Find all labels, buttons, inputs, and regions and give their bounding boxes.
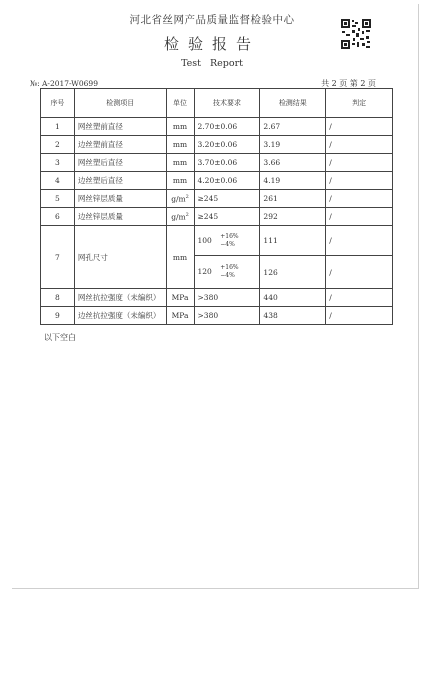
requirement: >380 — [194, 289, 260, 307]
test-item: 边丝锌层质量 — [74, 208, 166, 226]
requirement: 3.70±0.06 — [194, 154, 260, 172]
table-row — [41, 289, 393, 307]
test-item: 边丝塑前直径 — [74, 136, 166, 154]
table-row — [41, 172, 393, 190]
judgement: / — [326, 172, 393, 190]
requirement: >380 — [194, 307, 260, 325]
report-number: №: A-2017-W0699 — [30, 79, 98, 88]
row-number: 1 — [41, 118, 75, 136]
judgement: / — [326, 226, 393, 256]
test-item: 网丝塑后直径 — [74, 154, 166, 172]
row-number: 5 — [41, 190, 75, 208]
test-item: 边丝塑后直径 — [74, 172, 166, 190]
document-subtitle: Test Report — [181, 58, 243, 69]
unit — [166, 190, 194, 208]
unit-text: g/m — [171, 194, 186, 204]
tolerance-minus: −4% — [220, 272, 235, 279]
row-number: 7 — [41, 226, 75, 289]
row-number: 3 — [41, 154, 75, 172]
unit: mm — [166, 136, 194, 154]
requirement: ≥245 — [194, 208, 260, 226]
test-item: 边丝抗拉强度（未编织） — [74, 307, 166, 325]
requirement: 4.20±0.06 — [194, 172, 260, 190]
document-title: 检验报告 — [163, 35, 260, 53]
judgement: / — [326, 307, 393, 325]
result: 440 — [260, 289, 326, 307]
unit: mm — [166, 226, 194, 289]
result: 4.19 — [260, 172, 326, 190]
judgement: / — [326, 154, 393, 172]
table-row — [41, 190, 393, 208]
row-number: 9 — [41, 307, 75, 325]
table-row — [41, 226, 393, 256]
requirement — [194, 256, 260, 289]
judgement: / — [326, 256, 393, 289]
blank-below-note: 以下空白 — [44, 333, 76, 342]
requirement: 2.70±0.06 — [194, 118, 260, 136]
unit: MPa — [166, 307, 194, 325]
requirement — [194, 226, 260, 256]
requirement: 3.20±0.06 — [194, 136, 260, 154]
test-item: 网丝抗拉强度（未编织） — [74, 289, 166, 307]
result: 438 — [260, 307, 326, 325]
tolerance-minus: −4% — [220, 240, 235, 248]
table-row — [41, 136, 393, 154]
row-number: 6 — [41, 208, 75, 226]
requirement-value: 120 — [197, 267, 212, 276]
row-number: 2 — [41, 136, 75, 154]
table-row — [41, 118, 393, 136]
tolerance-plus: +16% — [220, 264, 239, 271]
judgement: / — [326, 136, 393, 154]
test-item: 网孔尺寸 — [74, 226, 166, 289]
unit-superscript: 2 — [185, 193, 189, 200]
table-header-row — [41, 89, 393, 118]
table-row — [41, 208, 393, 226]
result: 2.67 — [260, 118, 326, 136]
result: 292 — [260, 208, 326, 226]
test-results-table — [40, 88, 393, 325]
result: 111 — [260, 226, 326, 256]
header-cell: 序号 — [41, 89, 75, 118]
result: 261 — [260, 190, 326, 208]
result: 3.66 — [260, 154, 326, 172]
organization-name: 河北省丝网产品质量监督检验中心 — [129, 14, 295, 26]
test-item: 网丝锌层质量 — [74, 190, 166, 208]
table-row — [41, 154, 393, 172]
row-number: 8 — [41, 289, 75, 307]
requirement-value: 100 — [197, 235, 212, 245]
unit-superscript: 2 — [185, 211, 189, 218]
result: 3.19 — [260, 136, 326, 154]
header-cell: 检测结果 — [260, 89, 326, 118]
judgement: / — [326, 118, 393, 136]
judgement: / — [326, 190, 393, 208]
judgement: / — [326, 208, 393, 226]
unit: mm — [166, 172, 194, 190]
page-info: 共 2 页 第 2 页 — [321, 79, 376, 88]
row-number: 4 — [41, 172, 75, 190]
unit-text: g/m — [171, 212, 186, 222]
unit — [166, 208, 194, 226]
unit: MPa — [166, 289, 194, 307]
header-cell: 单位 — [166, 89, 194, 118]
tolerance — [220, 264, 238, 280]
requirement: ≥245 — [194, 190, 260, 208]
header-cell: 技术要求 — [194, 89, 260, 118]
unit: mm — [166, 154, 194, 172]
header-cell: 判定 — [326, 89, 393, 118]
tolerance-plus: +16% — [220, 232, 239, 240]
test-item: 网丝塑前直径 — [74, 118, 166, 136]
table-row — [41, 307, 393, 325]
tolerance — [220, 233, 238, 249]
result: 126 — [260, 256, 326, 289]
judgement: / — [326, 289, 393, 307]
unit: mm — [166, 118, 194, 136]
header-cell: 检测项目 — [74, 89, 166, 118]
